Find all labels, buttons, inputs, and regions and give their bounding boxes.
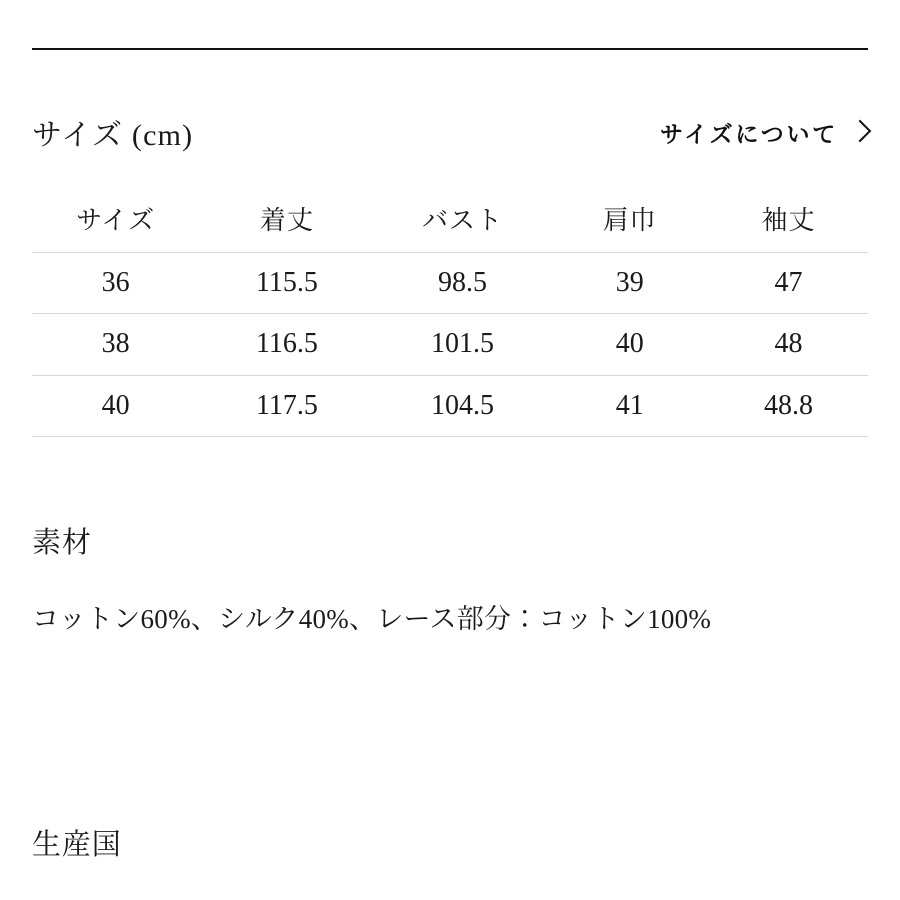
size-section-header (32, 110, 868, 154)
table-row (32, 375, 868, 436)
production-heading: 生産国 (32, 829, 122, 861)
table-header-cell: バスト (375, 192, 551, 252)
chevron-right-icon (849, 120, 872, 143)
material-heading: 素材 (32, 527, 92, 559)
table-header-cell: 着丈 (199, 192, 375, 252)
top-divider (32, 48, 868, 50)
table-row (32, 252, 868, 313)
size-guide-link-label: サイズについて (659, 120, 838, 147)
table-cell: 116.5 (199, 314, 375, 375)
size-table (32, 192, 868, 437)
table-row (32, 314, 868, 375)
table-header-row (32, 192, 868, 252)
table-cell: 47 (709, 252, 868, 313)
material-body: コットン60%、シルク40%、レース部分：コットン100% (32, 604, 712, 634)
table-header-cell: 肩巾 (550, 192, 709, 252)
table-cell: 101.5 (375, 314, 551, 375)
table-cell: 41 (550, 375, 709, 436)
material-section (32, 520, 868, 645)
table-cell: 36 (32, 252, 199, 313)
table-cell: 40 (550, 314, 709, 375)
table-cell: 104.5 (375, 375, 551, 436)
table-cell: 39 (550, 252, 709, 313)
table-cell: 115.5 (199, 252, 375, 313)
table-header-cell: 袖丈 (709, 192, 868, 252)
production-section (32, 822, 868, 863)
table-cell: 48.8 (709, 375, 868, 436)
size-guide-link[interactable] (660, 116, 868, 149)
table-cell: 98.5 (375, 252, 551, 313)
table-cell: 38 (32, 314, 199, 375)
table-header-cell: サイズ (32, 192, 199, 252)
table-cell: 117.5 (199, 375, 375, 436)
size-section-title: サイズ (cm) (32, 119, 194, 152)
table-cell: 40 (32, 375, 199, 436)
table-cell: 48 (709, 314, 868, 375)
